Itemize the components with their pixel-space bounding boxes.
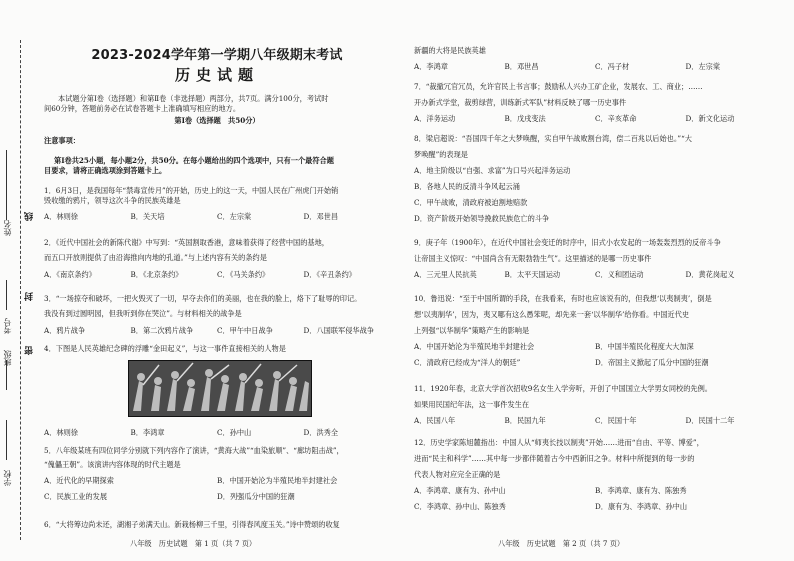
option-a[interactable]: A．民国八年: [414, 416, 456, 425]
fold-line: [20, 40, 21, 540]
section-heading: 第Ⅰ卷（选择题 共50分）: [174, 116, 260, 125]
question-text: 8．梁启超说：“吾国四千年之大梦唤醒，实自甲午战败割台湾，偿二百兆以后始也。”“大: [414, 134, 692, 143]
option-c[interactable]: C．甲午中日战争: [217, 326, 273, 335]
option-b[interactable]: B．太平天国运动: [504, 270, 561, 279]
question-8: [414, 134, 776, 224]
class-label: 班级: [3, 350, 12, 366]
question-text: 11．1920年春，北京大学首次招收9名女生入学旁听，开创了中国国立大学男女同校的先例。: [414, 384, 712, 393]
notice-line: 目要求，请将正确选项涂到答题卡上。: [44, 166, 167, 175]
question-6: [44, 520, 390, 530]
question-text: 开办新式学堂，裁剪绿营，训练新式军队”材料反映了哪一历史事件: [414, 98, 627, 107]
question-4-options: [44, 428, 390, 438]
question-text: 毁收缴的鸦片，领导这次斗争的民族英雄是: [44, 196, 181, 205]
option-d[interactable]: D．资产阶级开始领导挽救民族危亡的斗争: [414, 214, 550, 223]
options-row: [44, 476, 390, 486]
options-row: [414, 270, 776, 280]
question-text: 10．鲁迅说：“至于中国所谓的手段，在我看来，有时也应该说有的，但我想‘以夷制夷’，倒是: [414, 294, 712, 303]
option-d[interactable]: D．邓世昌: [303, 212, 339, 221]
jintian-uprising-relief-image: [128, 360, 312, 417]
page-footer-left: 八年级 历史试题 第 1 页（共 7 页）: [130, 539, 257, 548]
question-text: 5．八年级某班有四位同学分别就下列内容作了演讲，“黄海大战”“血染旅顺”、“廊坊阻击战”，: [44, 446, 344, 455]
question-5: [44, 446, 390, 502]
option-b[interactable]: B．戊戌变法: [504, 114, 546, 123]
options-row: [414, 62, 776, 72]
options-row: [44, 212, 390, 222]
question-2: [44, 238, 390, 280]
question-text: 3．“一场掠夺和破坏，一把火毁灭了一切，早夺去你们的美丽，也在我的脸上，烙下了耻辱的印记。: [44, 294, 362, 303]
options-row: [414, 486, 776, 496]
options-row: [44, 492, 390, 502]
question-7: [414, 82, 776, 124]
option-b[interactable]: B．李鸿章: [130, 428, 165, 437]
intro-line: 本试题分第Ⅰ卷（选择题）和第Ⅱ卷（非选择题）两部分，共7页。满分100分，考试时: [58, 94, 329, 103]
school-underline: [6, 420, 7, 460]
question-6-cont: [414, 46, 776, 72]
option-b[interactable]: B．邓世昌: [504, 62, 539, 71]
option-c[interactable]: C．辛亥革命: [595, 114, 637, 123]
option-a[interactable]: A．《南京条约》: [44, 270, 96, 279]
option-a[interactable]: A．地主阶级以“自强、求富”为口号兴起洋务运动: [414, 166, 571, 175]
school-label: 学校: [3, 470, 12, 486]
notice-line: 第Ⅰ卷共25小题，每小题2分，共50分。在每小题给出的四个选项中，只有一个最符合题: [54, 156, 334, 165]
options-row: [44, 428, 390, 438]
option-d[interactable]: D．左宗棠: [685, 62, 721, 71]
option-a[interactable]: A．洋务运动: [414, 114, 456, 123]
question-text: 1．6月3日，是我国每年“禁毒宣传月”的开始，历史上的这一天，中国人民在广州虎门开始销: [44, 186, 339, 195]
binding-margin: [0, 0, 34, 561]
option-a[interactable]: A．林则徐: [44, 428, 78, 437]
option-a[interactable]: A．鸦片战争: [44, 326, 86, 335]
options-row: [414, 114, 776, 124]
question-text: 我没有到过圆明园，但我听到你在哭泣”。与材料相关的战争是: [44, 309, 242, 318]
option-b[interactable]: B．中国开始沦为半殖民地半封建社会: [217, 476, 338, 485]
option-b[interactable]: B．中国半殖民化程度大大加深: [595, 342, 694, 351]
options-row: [44, 270, 390, 280]
option-c[interactable]: C．民国十年: [595, 416, 637, 425]
question-text: 7．“裁撤冗官冗员，允许官民上书言事；鼓励私人兴办工矿企业，发展农、工、商业；……: [414, 82, 703, 91]
option-d[interactable]: D．民国十二年: [685, 416, 735, 425]
question-12: [414, 438, 776, 512]
exam-title: 2023-2024学年第一学期八年级期末考试: [91, 48, 343, 63]
option-d[interactable]: D．八国联军侵华战争: [303, 326, 374, 335]
option-a[interactable]: A．三元里人民抗英: [414, 270, 477, 279]
option-b[interactable]: B．第二次鸦片战争: [130, 326, 194, 335]
option-b[interactable]: B．李鸿章、康有为、陈独秀: [595, 486, 687, 495]
question-1: [44, 186, 390, 222]
option-d[interactable]: D．列强瓜分中国的狂潮: [217, 492, 295, 501]
kaohao-label: 考号: [3, 318, 12, 334]
option-d[interactable]: D．洪秀全: [303, 428, 339, 437]
option-b[interactable]: B．各地人民的反清斗争风起云涌: [414, 182, 520, 191]
question-text: 代表人物对应完全正确的是: [414, 470, 501, 479]
option-d[interactable]: D．《辛丑条约》: [303, 270, 356, 279]
option-b[interactable]: B．《北京条约》: [130, 270, 183, 279]
option-a[interactable]: A．近代化的早期探索: [44, 476, 114, 485]
question-text: 让帝国主义惊叹：“中国尚含有无限勃勃生气”。这里描述的是哪一历史事件: [414, 254, 652, 263]
question-text: 6．“大将筹边尚未还，湖湘子弟满天山。新栽杨柳三千里，引得春风度玉关。”诗中赞颂的收复: [44, 520, 340, 529]
option-d[interactable]: D．康有为、李鸿章、孙中山: [595, 502, 688, 511]
option-a[interactable]: A．中国开始沦为半殖民地半封建社会: [414, 342, 535, 351]
options-row: [414, 502, 776, 512]
option-b[interactable]: B．关天培: [130, 212, 165, 221]
option-d[interactable]: D．帝国主义掀起了瓜分中国的狂潮: [595, 358, 709, 367]
question-text: 9．庚子年（1900年），在近代中国社会变迁的时序中，旧式小农发起的一场轰轰烈烈的反帝斗争: [414, 238, 721, 247]
question-3: [44, 294, 390, 336]
option-d[interactable]: D．黄花岗起义: [685, 270, 735, 279]
question-text: 4．下图是人民英雄纪念碑的浮雕“金田起义”，与这一事件直接相关的人物是: [44, 344, 286, 353]
question-11: [414, 384, 776, 426]
question-text: 进而“民主和科学”……其中每一步都伴随着古今中西新旧之争。材料中所提到的每一步的: [414, 454, 695, 463]
question-text: 上列强“以华制华”策略产生的影响是: [414, 326, 530, 335]
subject-title: 历史试题: [174, 66, 259, 84]
question-text: “傀儡王朝”。该演讲内容体现的时代主题是: [44, 460, 181, 469]
option-c[interactable]: C．民族工业的发展: [44, 492, 108, 501]
option-c[interactable]: C．《马关条约》: [217, 270, 270, 279]
option-c[interactable]: C．甲午战败，清政府被迫割地赔款: [414, 198, 528, 207]
question-10: [414, 294, 776, 368]
notice-title: 注意事项：: [44, 136, 80, 145]
option-b[interactable]: B．民国九年: [504, 416, 546, 425]
options-row: [414, 416, 776, 426]
option-c[interactable]: C．义和团运动: [595, 270, 644, 279]
page-footer-right: 八年级 历史试题 第 2 页（共 7 页）: [498, 539, 625, 548]
intro-block: [44, 94, 390, 114]
option-c[interactable]: C．李鸿章、孙中山、陈独秀: [414, 502, 506, 511]
question-4: [44, 344, 390, 354]
seal-word-xian: 线: [25, 212, 35, 221]
question-text: 新疆的大将是民族英雄: [414, 46, 486, 55]
question-text: 而五口开放则提供了由沿海推向内地的孔道。”与上述内容有关的条约是: [44, 253, 267, 262]
kaohao-underline: [6, 280, 7, 310]
question-text: 2．《近代中国社会的新陈代谢》中写到：“英国割取香港，意味着获得了经营中国的基地，: [44, 238, 329, 247]
name-label: 姓名: [3, 220, 12, 236]
notice-block: [44, 156, 390, 176]
option-c[interactable]: C．孙中山: [217, 428, 252, 437]
options-row: [44, 326, 390, 336]
options-row: [414, 342, 776, 352]
seal-word-mi: 密: [25, 346, 35, 355]
question-text: 12．历史学家陈旭麓指出：中国人从“师夷长技以制夷”开始……进而“自由、平等、博爱”，: [414, 438, 704, 447]
option-c[interactable]: C．左宗棠: [217, 212, 252, 221]
name-underline: [6, 150, 7, 220]
options-row: [414, 358, 776, 368]
option-d[interactable]: D．新文化运动: [685, 114, 735, 123]
seal-word-feng: 封: [25, 292, 35, 301]
option-a[interactable]: A．林则徐: [44, 212, 78, 221]
question-text: 梦唤醒”的表现是: [414, 150, 468, 159]
question-text: 如果用民国纪年法，这一事件发生在: [414, 400, 530, 409]
option-c[interactable]: C．清政府已经成为“洋人的朝廷”: [414, 358, 521, 367]
option-a[interactable]: A．李鸿章、康有为、孙中山: [414, 486, 506, 495]
option-c[interactable]: C．冯子材: [595, 62, 630, 71]
question-9: [414, 238, 776, 280]
option-a[interactable]: A．李鸿章: [414, 62, 448, 71]
intro-line: 间60分钟，答题前务必在试卷答题卡上准确填写相应的地方。: [44, 104, 241, 113]
question-text: 想‘以夷制华’，因为，夷又哪有这么愚笨呢，却先来一套‘以华制华’给你看。中国近代史: [414, 310, 690, 319]
